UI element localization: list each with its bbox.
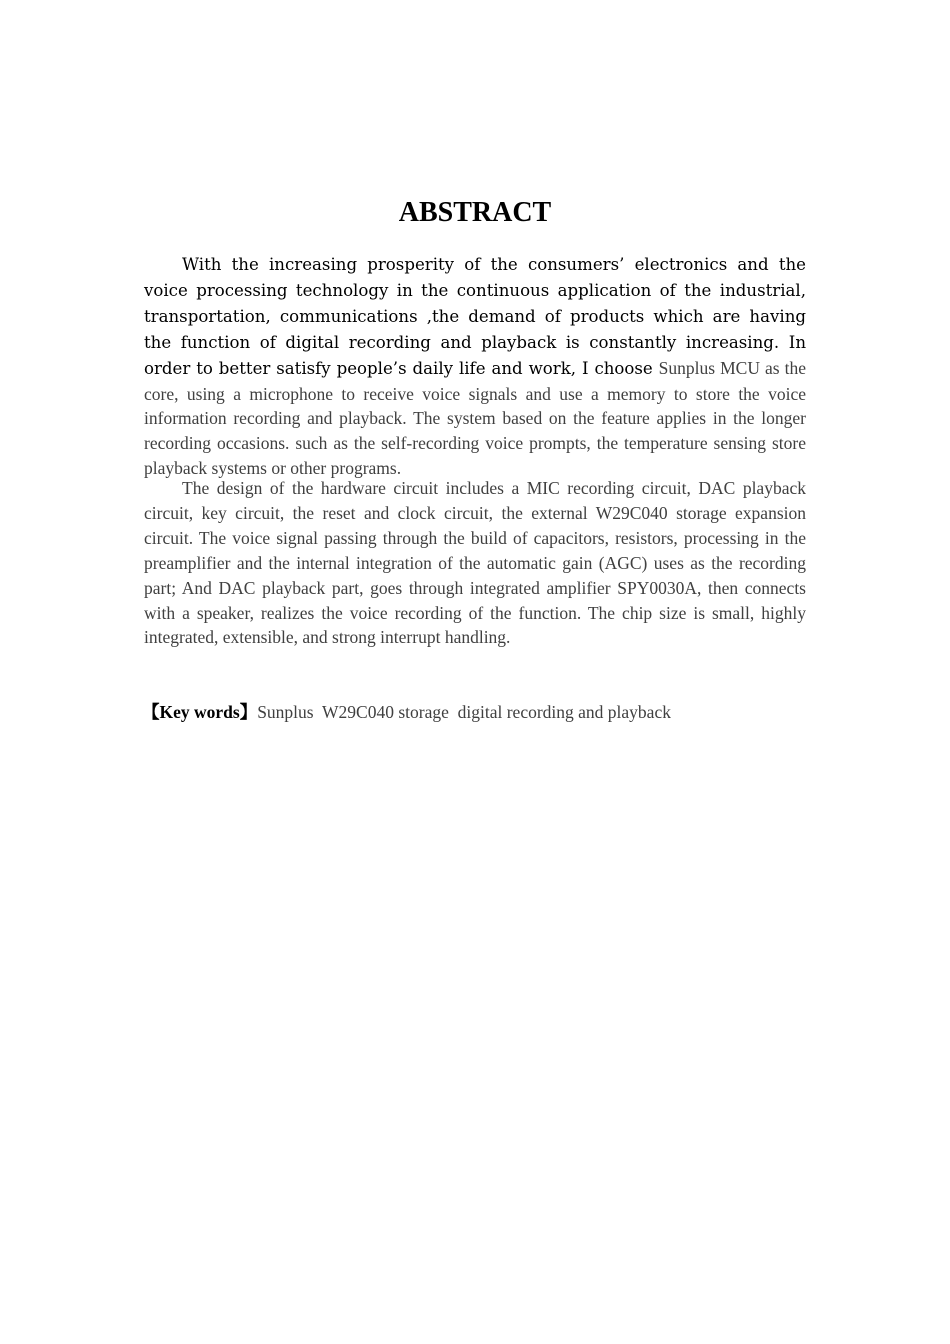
abstract-title: ABSTRACT — [398, 197, 552, 228]
keywords-label: 【Key words】 — [142, 702, 258, 722]
abstract-paragraph-1-intro: With the increasing prosperity of the consumers’ electronics and the voice processing technology in the continuous application of the industrial, transportation, communications ,the demand of products which are having the function of digital recording and playback is constantly increasing. In order to better satisfy people’s daily life and work, I choose — [144, 255, 806, 378]
keywords-text: Sunplus W29C040 storage digital recording and playback — [257, 702, 671, 722]
abstract-paragraph-1-continuation: Sunplus MCU as the core, using a microphone to receive voice signals and use a memory to store the voice information recording and playback. The system based on the feature applies in the longer recording occasions. such as the self-recording voice prompts, the temperature sensing store playback systems or other programs. — [144, 357, 806, 479]
abstract-paragraph-1 — [144, 252, 806, 481]
keywords-line — [142, 700, 822, 725]
abstract-paragraph-2: The design of the hardware circuit includes a MIC recording circuit, DAC playback circuit, key circuit, the reset and clock circuit, the external W29C040 storage expansion circuit. The voice signal passing through the build of capacitors, resistors, processing in the preamplifier and the internal integration of the automatic gain (AGC) uses as the recording part; And DAC playback part, goes through integrated amplifier SPY0030A, then connects with a speaker, realizes the voice recording of the function. The chip size is small, highly integrated, extensible, and strong interrupt handling. — [144, 478, 806, 648]
